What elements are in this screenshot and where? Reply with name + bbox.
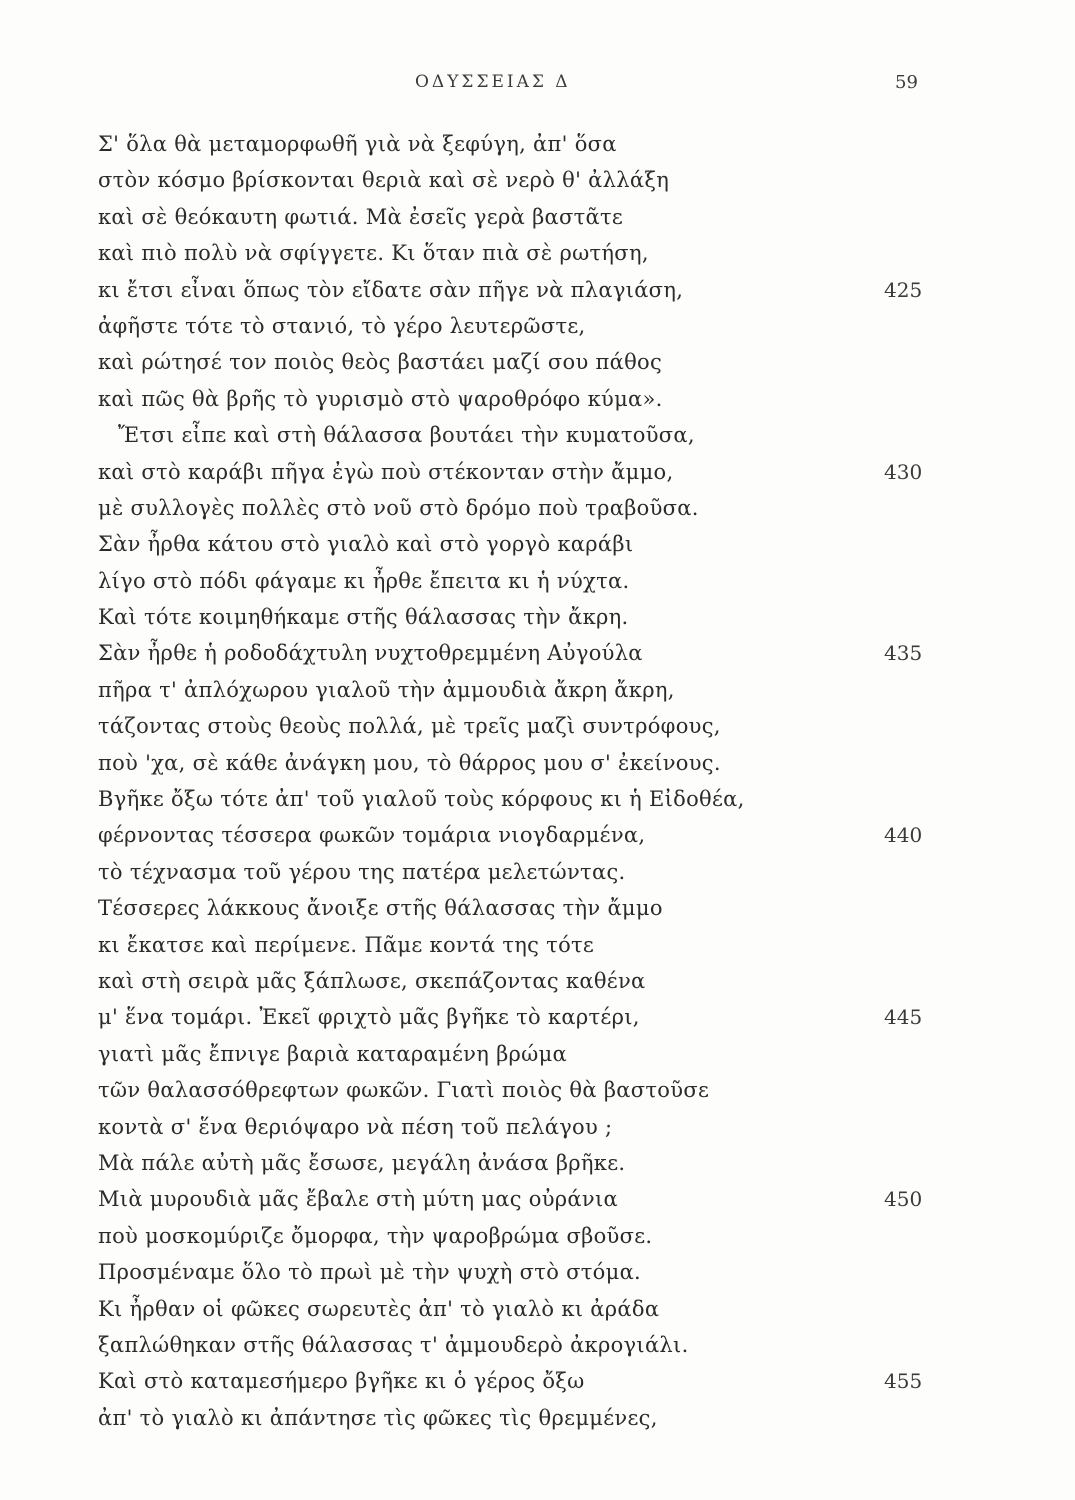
verse-text: Ἔτσι εἶπε καὶ στὴ θάλασσα βουτάει τὴν κυματοῦσα, bbox=[118, 423, 695, 448]
verse-text: ποὺ 'χα, σὲ κάθε ἀνάγκη μου, τὸ θάρρος μου σ' ἐκείνους. bbox=[98, 750, 721, 775]
verse-text: Σὰν ἦρθε ἡ ροδοδάχτυλη νυχτοθρεμμένη Αὐγούλα bbox=[98, 641, 643, 666]
page-number: 59 bbox=[895, 72, 918, 93]
verse-text: Κι ἦρθαν οἱ φῶκες σωρευτὲς ἀπ' τὸ γιαλὸ κι ἀράδα bbox=[98, 1296, 660, 1321]
verse-line bbox=[0, 1254, 1075, 1290]
verse-text: Καὶ στὸ καταμεσήμερο βγῆκε κι ὁ γέρος ὄξω bbox=[98, 1369, 585, 1394]
verse-text: καὶ σὲ θεόκαυτη φωτιά. Μὰ ἐσεῖς γερὰ βαστᾶτε bbox=[98, 204, 624, 229]
verse-text: Σ' ὅλα θὰ μεταμορφωθῆ γιὰ νὰ ξεφύγη, ἀπ' ὅσα bbox=[98, 132, 617, 156]
verse-line bbox=[0, 1400, 1075, 1436]
verse-text: Σὰν ἦρθα κάτου στὸ γιαλὸ καὶ στὸ γοργὸ καράβι bbox=[98, 532, 634, 557]
line-number: 435 bbox=[884, 641, 923, 666]
verse-line bbox=[0, 162, 1075, 198]
verse-text: Καὶ τότε κοιμηθήκαμε στῆς θάλασσας τὴν ἄκρη. bbox=[98, 605, 629, 630]
verse-text: τὸ τέχνασμα τοῦ γέρου της πατέρα μελετώντας. bbox=[98, 859, 626, 884]
verse-text: στὸν κόσμο βρίσκονται θεριὰ καὶ σὲ νερὸ θ' ἀλλάξη bbox=[98, 168, 670, 193]
verse-line bbox=[0, 1181, 1075, 1217]
verse-line bbox=[0, 635, 1075, 671]
verse-line bbox=[0, 1218, 1075, 1254]
verse-line bbox=[0, 672, 1075, 708]
verse-text: Μιὰ μυρουδιὰ μᾶς ἔβαλε στὴ μύτη μας οὐράνια bbox=[98, 1187, 618, 1212]
line-number: 440 bbox=[884, 823, 923, 848]
verse-text: ξαπλώθηκαν στῆς θάλασσας τ' ἀμμουδερὸ ἀκρογιάλι. bbox=[98, 1332, 689, 1357]
verse-text: Μὰ πάλε αὐτὴ μᾶς ἔσωσε, μεγάλη ἀνάσα βρῆκε. bbox=[98, 1150, 626, 1175]
verse-line bbox=[0, 1036, 1075, 1072]
verse-text: Βγῆκε ὄξω τότε ἀπ' τοῦ γιαλοῦ τοὺς κόρφους κι ἡ Εἰδοθέα, bbox=[98, 787, 745, 812]
verse-line bbox=[0, 963, 1075, 999]
verse-text: τῶν θαλασσόθρεφτων φωκῶν. Γιατὶ ποιὸς θὰ βαστοῦσε bbox=[98, 1078, 710, 1103]
verse-line bbox=[0, 272, 1075, 308]
line-number: 430 bbox=[884, 459, 923, 484]
verse-text: πῆρα τ' ἀπλόχωρου γιαλοῦ τὴν ἀμμουδιὰ ἄκρη ἄκρη, bbox=[98, 677, 675, 702]
verse-line bbox=[0, 599, 1075, 635]
verse-line bbox=[0, 490, 1075, 526]
verse-line bbox=[0, 999, 1075, 1035]
verse-text: κοντὰ σ' ἕνα θεριόψαρο νὰ πέση τοῦ πελάγου ; bbox=[98, 1114, 613, 1139]
verse-line bbox=[0, 708, 1075, 744]
verse-line bbox=[0, 199, 1075, 235]
verse-text: καὶ πιὸ πολὺ νὰ σφίγγετε. Κι ὅταν πιὰ σὲ ρωτήση, bbox=[98, 241, 649, 266]
verse-line bbox=[0, 563, 1075, 599]
running-head bbox=[0, 72, 1075, 102]
verse-text: μ' ἕνα τομάρι. Ἐκεῖ φριχτὸ μᾶς βγῆκε τὸ καρτέρι, bbox=[98, 1005, 640, 1030]
verse-text: φέρνοντας τέσσερα φωκῶν τομάρια νιογδαρμένα, bbox=[98, 823, 646, 848]
verse-text: γιατὶ μᾶς ἔπνιγε βαριὰ καταραμένη βρώμα bbox=[98, 1041, 568, 1066]
verse-text: ἀπ' τὸ γιαλὸ κι ἀπάντησε τὶς φῶκες τὶς θρεμμένες, bbox=[98, 1405, 658, 1430]
verse-text: τάζοντας στοὺς θεοὺς πολλά, μὲ τρεῖς μαζὶ συντρόφους, bbox=[98, 714, 721, 739]
poem-text bbox=[0, 126, 1075, 1436]
line-number: 450 bbox=[884, 1187, 923, 1212]
line-number: 455 bbox=[884, 1369, 923, 1394]
verse-line bbox=[0, 381, 1075, 417]
verse-text: κι ἔκατσε καὶ περίμενε. Πᾶμε κοντά της τότε bbox=[98, 932, 595, 957]
verse-line bbox=[0, 1109, 1075, 1145]
verse-text: μὲ συλλογὲς πολλὲς στὸ νοῦ στὸ δρόμο ποὺ τραβοῦσα. bbox=[98, 495, 699, 520]
verse-line bbox=[0, 927, 1075, 963]
verse-line bbox=[0, 454, 1075, 490]
verse-line bbox=[0, 235, 1075, 271]
verse-text: καὶ στὴ σειρὰ μᾶς ξάπλωσε, σκεπάζοντας καθένα bbox=[98, 968, 646, 993]
verse-line bbox=[0, 745, 1075, 781]
verse-line bbox=[0, 344, 1075, 380]
line-number: 425 bbox=[884, 277, 923, 302]
verse-text: καὶ ρώτησέ τον ποιὸς θεὸς βαστάει μαζί σου πάθος bbox=[98, 350, 663, 375]
verse-line bbox=[0, 890, 1075, 926]
running-title: ΟΔΥΣΣΕΙΑΣ Δ bbox=[415, 72, 571, 92]
verse-line bbox=[0, 308, 1075, 344]
verse-line bbox=[0, 1327, 1075, 1363]
verse-line bbox=[0, 126, 1075, 162]
verse-line bbox=[0, 1291, 1075, 1327]
verse-line bbox=[0, 817, 1075, 853]
line-number: 445 bbox=[884, 1005, 923, 1030]
verse-line bbox=[0, 1363, 1075, 1399]
verse-text: ποὺ μοσκομύριζε ὄμορφα, τὴν ψαροβρώμα σβοῦσε. bbox=[98, 1223, 653, 1248]
verse-line bbox=[0, 781, 1075, 817]
verse-text: καὶ στὸ καράβι πῆγα ἐγὼ ποὺ στέκονταν στὴν ἄμμο, bbox=[98, 459, 674, 484]
verse-line bbox=[0, 854, 1075, 890]
verse-text: λίγο στὸ πόδι φάγαμε κι ἦρθε ἔπειτα κι ἡ νύχτα. bbox=[98, 568, 630, 593]
verse-line bbox=[0, 1145, 1075, 1181]
verse-line bbox=[0, 1072, 1075, 1108]
verse-line bbox=[0, 417, 1075, 453]
verse-text: Τέσσερες λάκκους ἄνοιξε στῆς θάλασσας τὴν ἄμμο bbox=[98, 896, 663, 921]
verse-line bbox=[0, 526, 1075, 562]
verse-text: ἀφῆστε τότε τὸ στανιό, τὸ γέρο λευτερῶστε, bbox=[98, 313, 586, 338]
verse-text: καὶ πῶς θὰ βρῆς τὸ γυρισμὸ στὸ ψαροθρόφο κύμα». bbox=[98, 386, 663, 411]
verse-text: κι ἔτσι εἶναι ὅπως τὸν εἴδατε σὰν πῆγε νὰ πλαγιάση, bbox=[98, 277, 684, 302]
verse-text: Προσμέναμε ὅλο τὸ πρωὶ μὲ τὴν ψυχὴ στὸ στόμα. bbox=[98, 1260, 642, 1285]
